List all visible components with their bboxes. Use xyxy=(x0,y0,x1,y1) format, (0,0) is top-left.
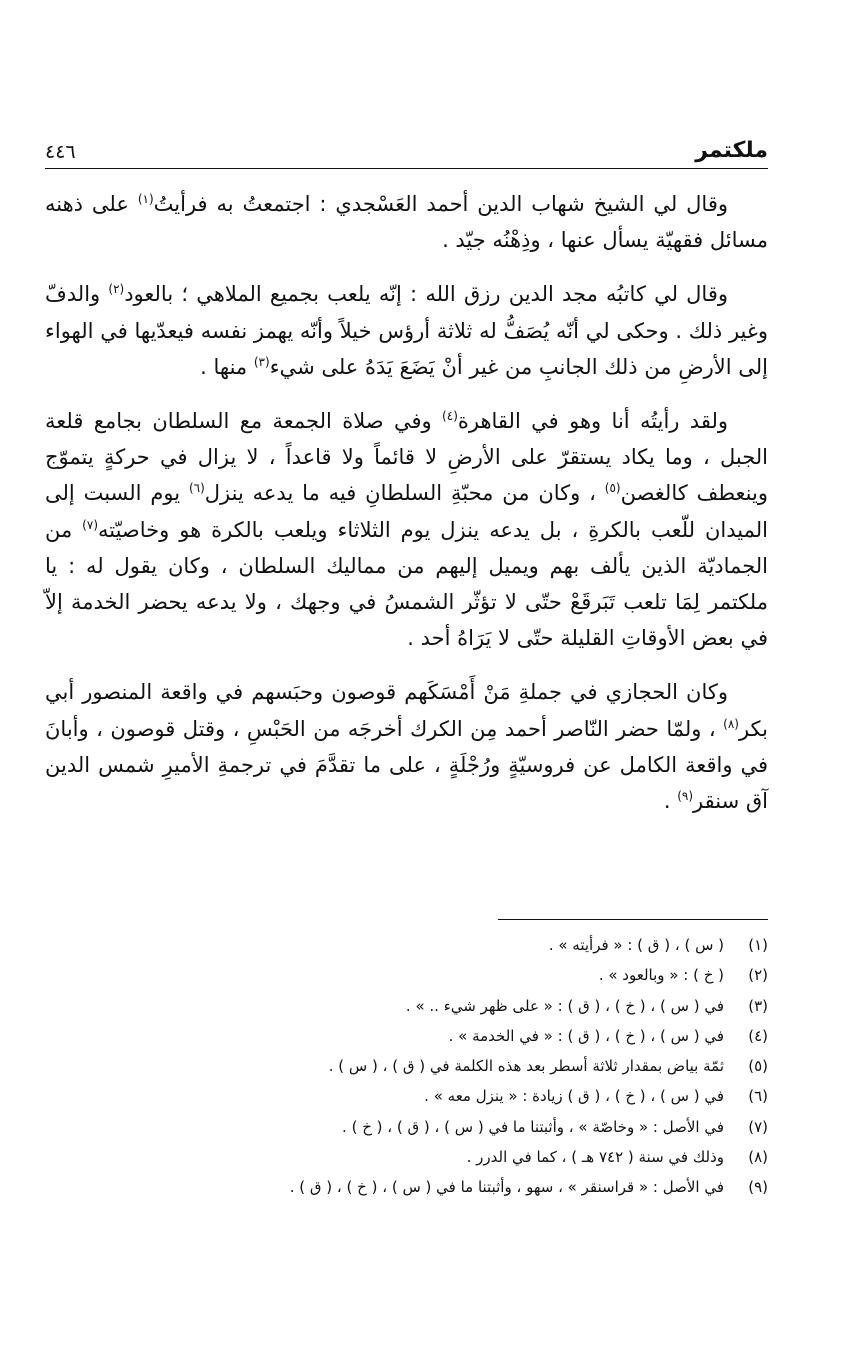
footnote-number: (٨) xyxy=(748,1148,768,1167)
paragraph-text: يوم السبت إلى الميدان للّعب بالكرةِ ، بل يدعه ينزل يوم الثلاثاء ويلعب بالكرة هو وخاصيّته xyxy=(45,481,768,542)
paragraph-text: وفي صلاة الجمعة مع السلطان بجامع قلعة الجبل ، وما يكاد يستقرّ على الأرضِ لا قائماً ولا قاعداً ، لا يزال في حركةٍ يتموّج وينعطف كالغصن xyxy=(45,409,769,506)
paragraph xyxy=(45,674,768,819)
footnote-text: في الأصل : « قراسنقر » ، سهو ، وأثبتنا ما في ( س ) ، ( خ ) ، ( ق ) . xyxy=(289,1178,724,1197)
footnote-reference: (٤) xyxy=(442,409,458,424)
running-title: ملكتمر xyxy=(695,138,768,163)
footnote xyxy=(45,1172,768,1202)
footnote-text: ( س ) ، ( ق ) : « فرأيته » . xyxy=(548,936,724,954)
footnote-reference: (٣) xyxy=(253,354,270,369)
footnote xyxy=(45,960,768,990)
paragraph xyxy=(45,403,768,656)
footnote-text: ( خ ) : « وبالعود » . xyxy=(598,966,724,985)
footnote-number: (٦) xyxy=(748,1087,768,1106)
footnote-number: (٢) xyxy=(748,966,768,985)
footnote-reference: (٦) xyxy=(188,481,205,496)
footnote xyxy=(45,1112,768,1142)
footnote-number: (١) xyxy=(748,936,768,954)
footnote-rule xyxy=(498,919,768,920)
book-page xyxy=(45,0,768,1372)
footnote xyxy=(45,1142,768,1172)
paragraph xyxy=(45,186,768,258)
paragraph-text: وكان الحجازي في جملةِ مَنْ أَمْسَكَهم قوصون وحبَسهم في واقعة المنصور أبي بكر xyxy=(45,680,768,741)
footnote-number: (٧) xyxy=(748,1117,768,1136)
footnote-reference: (٩) xyxy=(677,789,694,804)
footnote-reference: (٢) xyxy=(108,282,125,297)
paragraph xyxy=(45,276,768,385)
footnote xyxy=(45,1081,768,1111)
footnote-text: في ( س ) ، ( خ ) ، ( ق ) : « في الخدمة » . xyxy=(448,1026,724,1045)
footnote-text: في الأصل : « وخاصّة » ، وأثبتنا ما في ( س ) ، ( ق ) ، ( خ ) . xyxy=(342,1117,724,1136)
footnote-number: (٥) xyxy=(748,1057,768,1076)
paragraph-text: وقال لي الشيخ شهاب الدين أحمد العَسْجدي : اجتمعتُ به فرأيتُ xyxy=(153,192,729,216)
footnote-text: في ( س ) ، ( خ ) ، ( ق ) : « على ظهر شيء .. » . xyxy=(405,996,724,1015)
paragraph-text: ، ولمّا حضر النّاصر أحمد مِن الكرك أخرجَه من الحَبْسِ ، وقتل قوصون ، وأبانَ في واقعة الكامل عن فروسيّةٍ ورُجْلَةٍ ، على ما تقدَّمَ في ترجمةِ الأميرِ شمس الدين آق سنقر xyxy=(45,716,768,814)
footnote-reference: (٨) xyxy=(723,716,739,731)
footnote xyxy=(45,930,768,960)
footnotes-list xyxy=(45,930,768,1203)
main-text xyxy=(45,186,768,837)
paragraph-text: منها . xyxy=(200,354,254,379)
footnote-reference: (٧) xyxy=(82,517,98,532)
footnote xyxy=(45,991,768,1021)
paragraph-text: . xyxy=(663,789,678,814)
paragraph-text: وقال لي كاتبُه مجد الدين رزق الله : إنّه يلعب بجميع الملاهي ؛ بالعود xyxy=(124,282,728,307)
paragraph-text: والدفّ وغير ذلك . وحكى لي أنّه يُصَفُّ له ثلاثة أرؤس خيلاً وأنّه يهمز نفسه فيعدّيها في الهواء إلى الأرضِ من ذلك الجانبِ من غير أنْ يَضَعَ يَدَهُ على شيء xyxy=(45,282,768,379)
paragraph-text: على ذهنه مسائل فقهيّة يسأل عنها ، وذِهْنُه جيّد . xyxy=(45,192,768,253)
paragraph-text: ، وكان من محبّةِ السلطانِ فيه ما يدعه ينزل xyxy=(204,481,605,506)
paragraph-text: من الجماديّة الذين يألف بهم ويميل إليهم من مماليك السلطان ، وكان يقول له : يا ملكتمر لِمَا تلعب تَبَرقَعْ حتّى لا تؤثّر الشمسُ في وجهك ، ولا يدعه يحضر الخدمة إلاّ في بعض الأوقاتِ القليلة حتّى لا يَرَاهُ أحد . xyxy=(45,517,768,651)
footnote-number: (٤) xyxy=(748,1026,768,1045)
footnote-text: في ( س ) ، ( خ ) ، ( ق ) زيادة : « ينزل معه » . xyxy=(424,1087,724,1106)
footnote xyxy=(45,1051,768,1081)
footnote-reference: (١) xyxy=(137,192,154,206)
footnote-text: وذلك في سنة ( ٧٤٢ هـ ) ، كما في الدرر . xyxy=(466,1148,724,1167)
paragraph-text: ولقد رأيتُه أنا وهو في القاهرة xyxy=(457,409,728,434)
footnote-number: (٩) xyxy=(748,1178,768,1197)
footnote-text: ثمّة بياض بمقدار ثلاثة أسطر بعد هذه الكلمة في ( ق ) ، ( س ) . xyxy=(328,1057,724,1076)
header-rule xyxy=(45,168,768,169)
page-number: ٤٤٦ xyxy=(45,141,76,163)
footnote xyxy=(45,1021,768,1051)
footnote-reference: (٥) xyxy=(604,481,621,496)
page-header xyxy=(45,133,768,163)
footnote-number: (٣) xyxy=(748,996,768,1015)
